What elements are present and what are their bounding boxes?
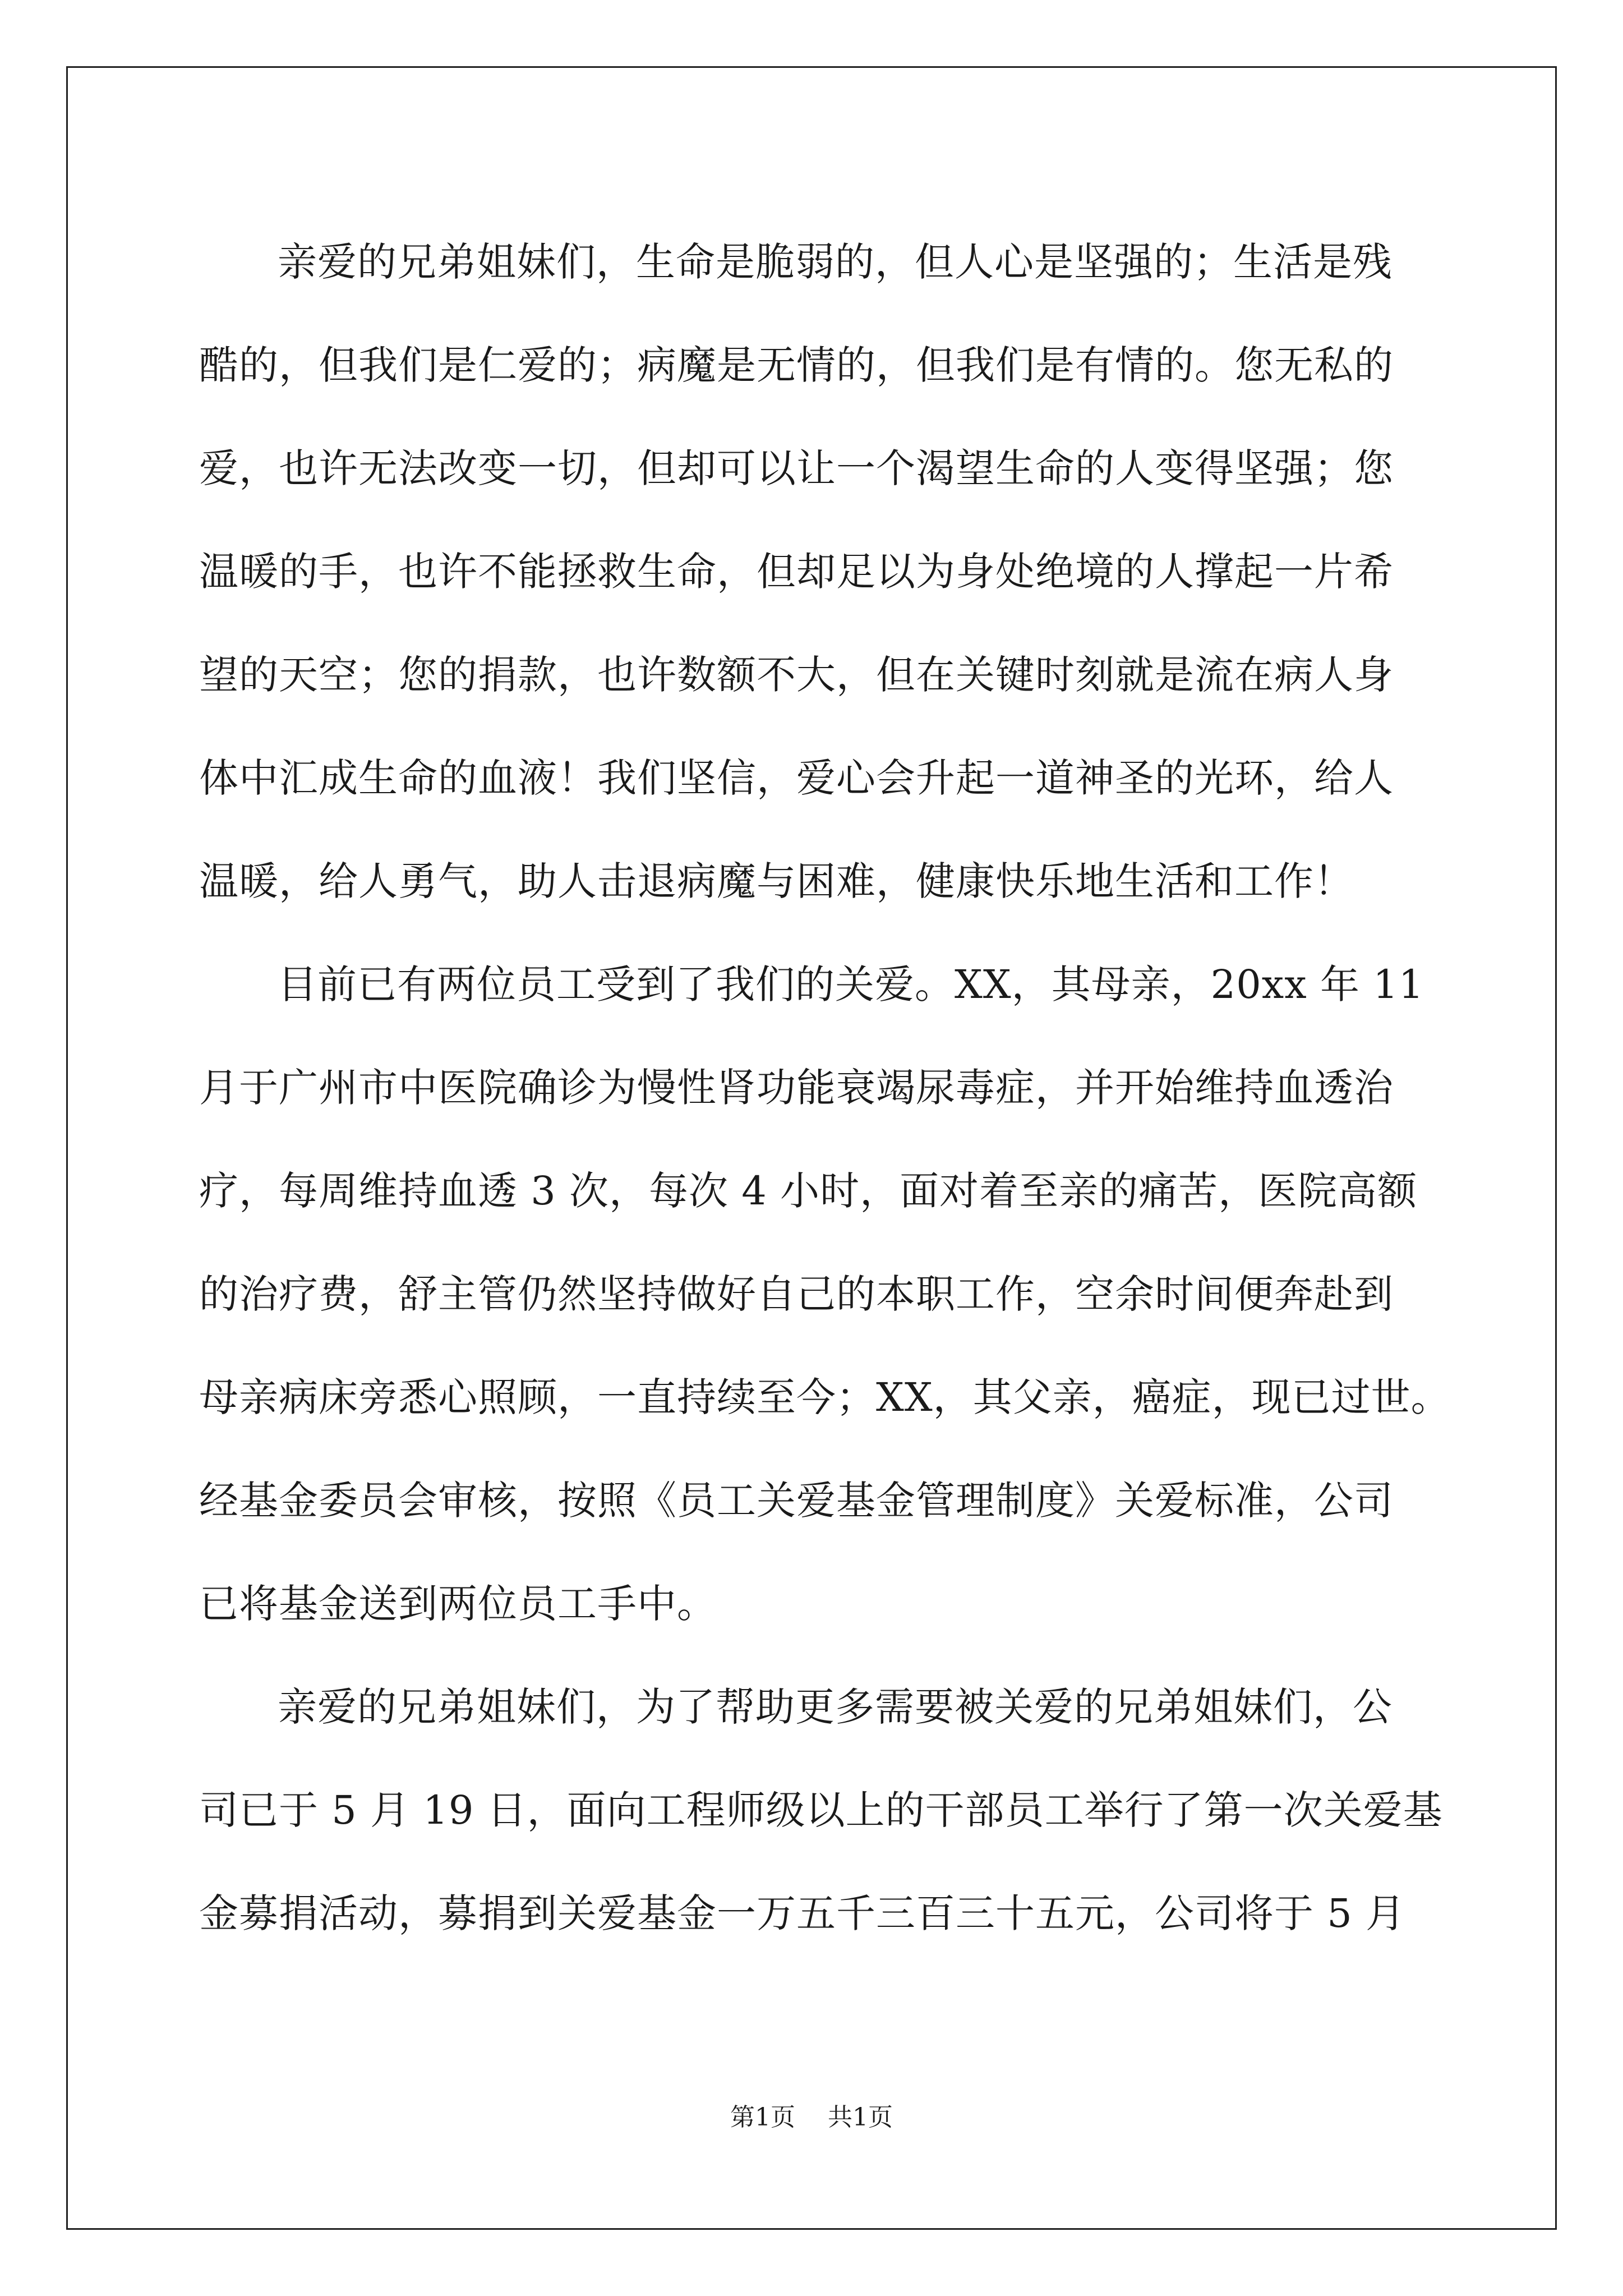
page-footer	[0, 2097, 1623, 2133]
text-line: 温暖，给人勇气，助人击退病魔与困难，健康快乐地生活和工作！	[199, 858, 1354, 904]
page-total: 共1页	[828, 2103, 893, 2132]
document-body	[199, 210, 1451, 1965]
text-line: 母亲病床旁悉心照顾，一直持续至今；XX，其父亲，癌症，现已过世。	[199, 1374, 1451, 1420]
text-line: 经基金委员会审核，按照《员工关爱基金管理制度》关爱标准，公司	[199, 1478, 1394, 1524]
text-line: 望的天空；您的捐款，也许数额不大，但在关键时刻就是流在病人身	[199, 652, 1394, 698]
page-number: 第1页	[730, 2103, 795, 2132]
text-line: 体中汇成生命的血液！我们坚信，爱心会升起一道神圣的光环，给人	[199, 755, 1394, 801]
text-line: 爱，也许无法改变一切，但却可以让一个渴望生命的人变得坚强；您	[199, 445, 1394, 491]
text-line: 目前已有两位员工受到了我们的关爱。XX，其母亲，20xx 年 11	[278, 961, 1424, 1007]
text-line: 已将基金送到两位员工手中。	[199, 1581, 717, 1627]
paragraph-1	[199, 210, 1430, 933]
text-line: 金募捐活动，募捐到关爱基金一万五千三百三十五元，公司将于 5 月	[199, 1890, 1406, 1936]
text-line: 的治疗费，舒主管仍然坚持做好自己的本职工作，空余时间便奔赴到	[199, 1271, 1394, 1317]
text-line: 司已于 5 月 19 日，面向工程师级以上的干部员工举行了第一次关爱基	[199, 1787, 1443, 1833]
paragraph-2	[199, 933, 1451, 1655]
text-line: 酷的，但我们是仁爱的；病魔是无情的，但我们是有情的。您无私的	[199, 342, 1394, 388]
paragraph-3	[199, 1655, 1443, 1965]
text-line: 温暖的手，也许不能拯救生命，但却足以为身处绝境的人撑起一片希	[199, 549, 1394, 595]
text-line: 疗，每周维持血透 3 次，每次 4 小时，面对着至亲的痛苦，医院高额	[199, 1168, 1418, 1214]
text-line: 亲爱的兄弟姐妹们，生命是脆弱的，但人心是坚强的；生活是残	[278, 239, 1393, 285]
text-line: 亲爱的兄弟姐妹们，为了帮助更多需要被关爱的兄弟姐妹们，公	[278, 1684, 1393, 1730]
text-line: 月于广州市中医院确诊为慢性肾功能衰竭尿毒症，并开始维持血透治	[199, 1065, 1394, 1111]
